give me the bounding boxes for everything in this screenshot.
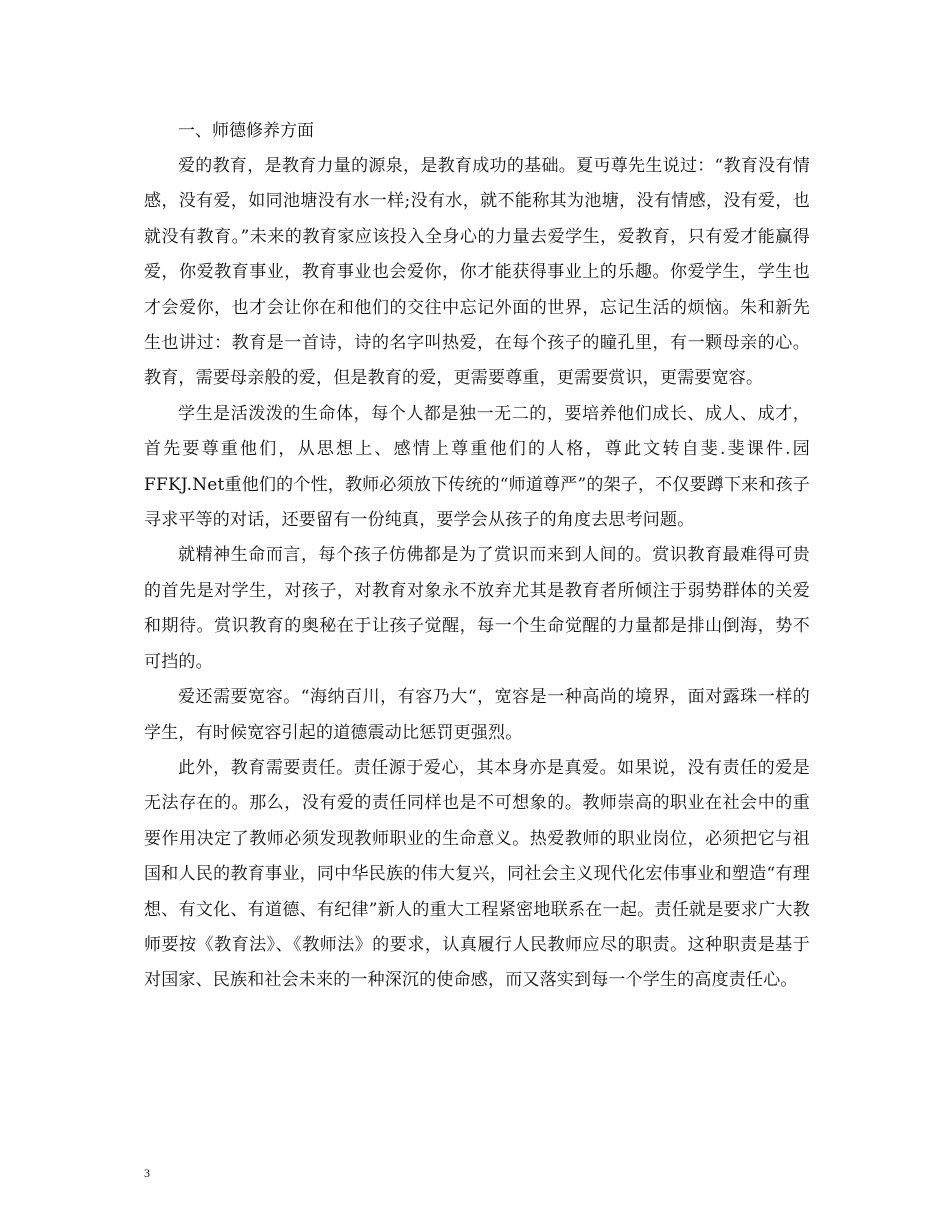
section-heading: 一、师德修养方面 xyxy=(178,121,314,141)
paragraph-respect-students: 学生是活泼泼的生命体，每个人都是独一无二的，要培养他们成长、成人、成才，首先要尊重他们，从思想上、感情上尊重他们的人格，尊此文转自斐.斐课件.园 FFKJ.Net重他们的个性，教师必须放下传统的“师道尊严”的架子，不仅要蹲下来和孩子寻求平等的对话，还要留有一份纯真，要学会从孩子的角度去思考问题。 xyxy=(144,403,810,531)
paragraph-responsibility: 此外，教育需要责任。责任源于爱心，其本身亦是真爱。如果说，没有责任的爱是无法存在的。那么，没有爱的责任同样也是不可想象的。教师崇高的职业在社会中的重要作用决定了教师必须发现教师职业的生命意义。热爱教师的职业岗位，必须把它与祖国和人民的教育事业，同中华民族的伟大复兴，同社会主义现代化宏伟事业和塑造“有理想、有文化、有道德、有纪律”新人的重大工程紧密地联系在一起。责任就是要求广大教师要按《教育法》、《教师法》的要求，认真履行人民教师应尽的职责。这种职责是基于对国家、民族和社会未来的一种深沉的使命感，而又落实到每一个学生的高度责任心。 xyxy=(144,757,810,991)
document-body xyxy=(144,114,810,999)
page-number: 3 xyxy=(144,1166,150,1180)
paragraph-love-education: 爱的教育，是教育力量的源泉，是教育成功的基础。夏丏尊先生说过：“教育没有情感，没有爱，如同池塘没有水一样;没有水，就不能称其为池塘，没有情感，没有爱，也就没有教育。”未来的教育家应该投入全身心的力量去爱学生，爱教育，只有爱才能赢得爱，你爱教育事业，教育事业也会爱你，你才能获得事业上的乐趣。你爱学生，学生也才会爱你，也才会让你在和他们的交往中忘记外面的世界，忘记生活的烦恼。朱和新先生也讲过：教育是一首诗，诗的名字叫热爱，在每个孩子的瞳孔里，有一颗母亲的心。教育，需要母亲般的爱，但是教育的爱，更需要尊重，更需要赏识，更需要宽容。 xyxy=(144,156,810,389)
paragraph-appreciation-education: 就精神生命而言，每个孩子仿佛都是为了赏识而来到人间的。赏识教育最难得可贵的首先是对学生，对孩子，对教育对象永不放弃尤其是教育者所倾注于弱势群体的关爱和期待。赏识教育的奥秘在于让孩子觉醒，每一个生命觉醒的力量都是排山倒海，势不可挡的。 xyxy=(144,545,810,672)
paragraph-tolerance: 爱还需要宽容。“海纳百川，有容乃大“，宽容是一种高尚的境界，面对露珠一样的学生，有时候宽容引起的道德震动比惩罚更强烈。 xyxy=(144,687,810,743)
